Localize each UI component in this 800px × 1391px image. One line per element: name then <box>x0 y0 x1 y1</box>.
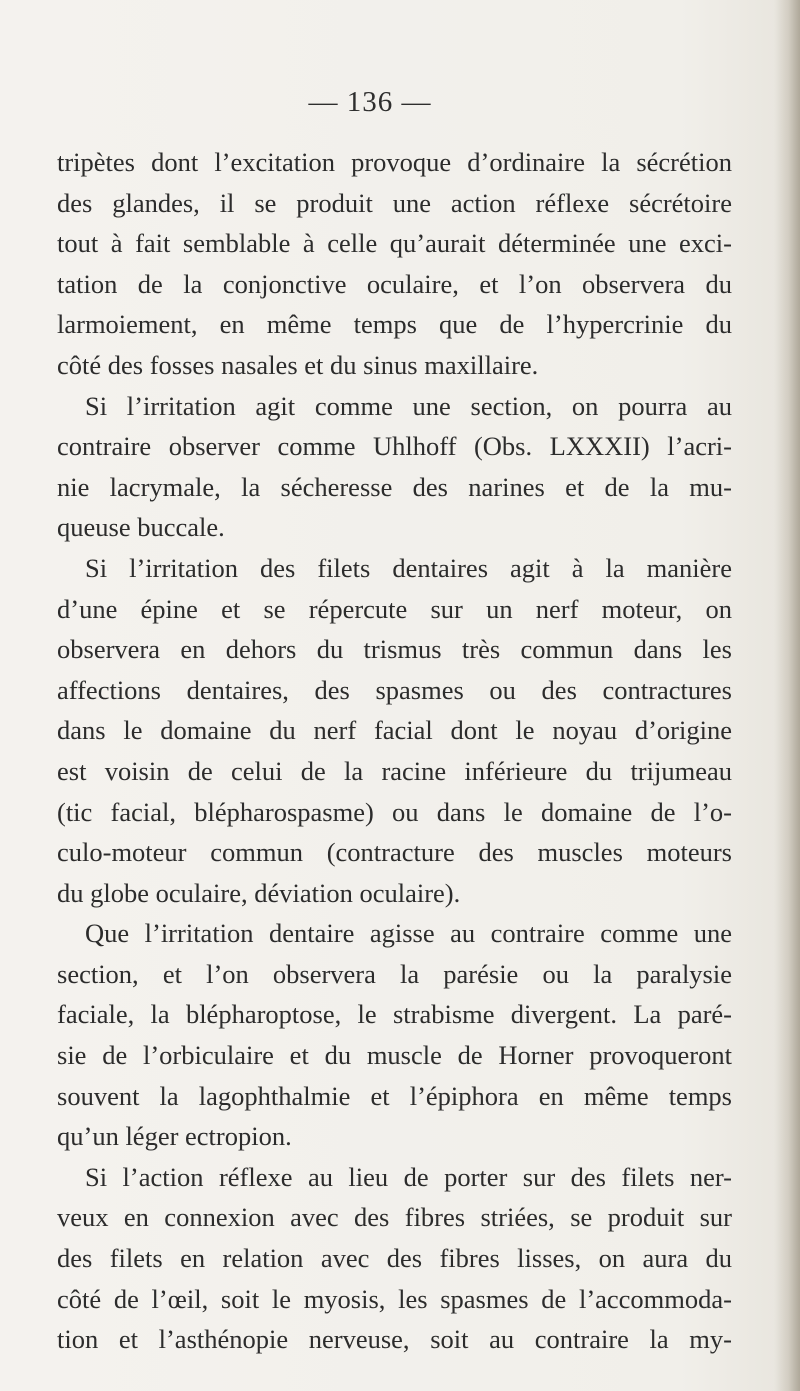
text-line: nie lacrymale, la sécheresse des narines et de la mu- <box>57 471 732 502</box>
page-number: — 136 — <box>308 86 432 118</box>
text-line: observera en dehors du trismus très commun dans les <box>57 634 732 665</box>
text-line: culo-moteur commun (contracture des muscles moteurs <box>57 837 732 868</box>
text-line: Si l’irritation agit comme une section, on pourra au <box>85 390 732 421</box>
text-line: Si l’irritation des filets dentaires agit à la manière <box>85 552 732 583</box>
text-line: tripètes dont l’excitation provoque d’ordinaire la sécrétion <box>57 147 732 177</box>
text-line: qu’un léger ectropion. <box>57 1121 292 1152</box>
page-edge-shadow <box>774 0 800 1391</box>
paragraph <box>57 913 732 1157</box>
text-line: côté des fosses nasales et du sinus maxillaire. <box>57 349 539 380</box>
text-line: affections dentaires, des spasmes ou des contractures <box>57 674 732 705</box>
paragraph <box>57 548 732 913</box>
text-line: souvent la lagophthalmie et l’épiphora en même temps <box>57 1080 732 1111</box>
text-line: queuse buccale. <box>57 512 225 543</box>
paragraph <box>57 1157 732 1360</box>
text-line: tion et l’asthénopie nerveuse, soit au contraire la my- <box>57 1324 732 1355</box>
text-line: contraire observer comme Uhlhoff (Obs. LXXXII) l’acri- <box>57 431 732 462</box>
text-line: veux en connexion avec des fibres striées, se produit sur <box>57 1202 732 1233</box>
paragraph <box>57 142 732 386</box>
text-line: est voisin de celui de la racine inférieure du trijumeau <box>57 755 732 786</box>
text-line: des filets en relation avec des fibres lisses, on aura du <box>57 1243 732 1274</box>
text-line: larmoiement, en même temps que de l’hypercrinie du <box>57 309 732 340</box>
text-line: section, et l’on observera la parésie ou la paralysie <box>57 958 732 989</box>
text-line: du globe oculaire, déviation oculaire). <box>57 877 461 908</box>
paragraph <box>57 386 732 548</box>
text-line: des glandes, il se produit une action réflexe sécrétoire <box>57 187 732 218</box>
body-text <box>57 142 732 1360</box>
text-line: tout à fait semblable à celle qu’aurait déterminée une exci- <box>57 228 732 259</box>
text-line: faciale, la blépharoptose, le strabisme divergent. La paré- <box>57 999 732 1030</box>
text-line: Si l’action réflexe au lieu de porter sur des filets ner- <box>85 1161 732 1192</box>
text-line: sie de l’orbiculaire et du muscle de Horner provoqueront <box>57 1040 732 1071</box>
text-line: dans le domaine du nerf facial dont le noyau d’origine <box>57 715 732 746</box>
text-line: Que l’irritation dentaire agisse au contraire comme une <box>85 918 732 949</box>
text-line: d’une épine et se répercute sur un nerf moteur, on <box>57 593 732 624</box>
text-line: côté de l’œil, soit le myosis, les spasmes de l’accommoda- <box>57 1283 732 1314</box>
text-line: (tic facial, blépharospasme) ou dans le domaine de l’o- <box>57 796 732 827</box>
text-line: tation de la conjonctive oculaire, et l’on observera du <box>57 268 732 299</box>
